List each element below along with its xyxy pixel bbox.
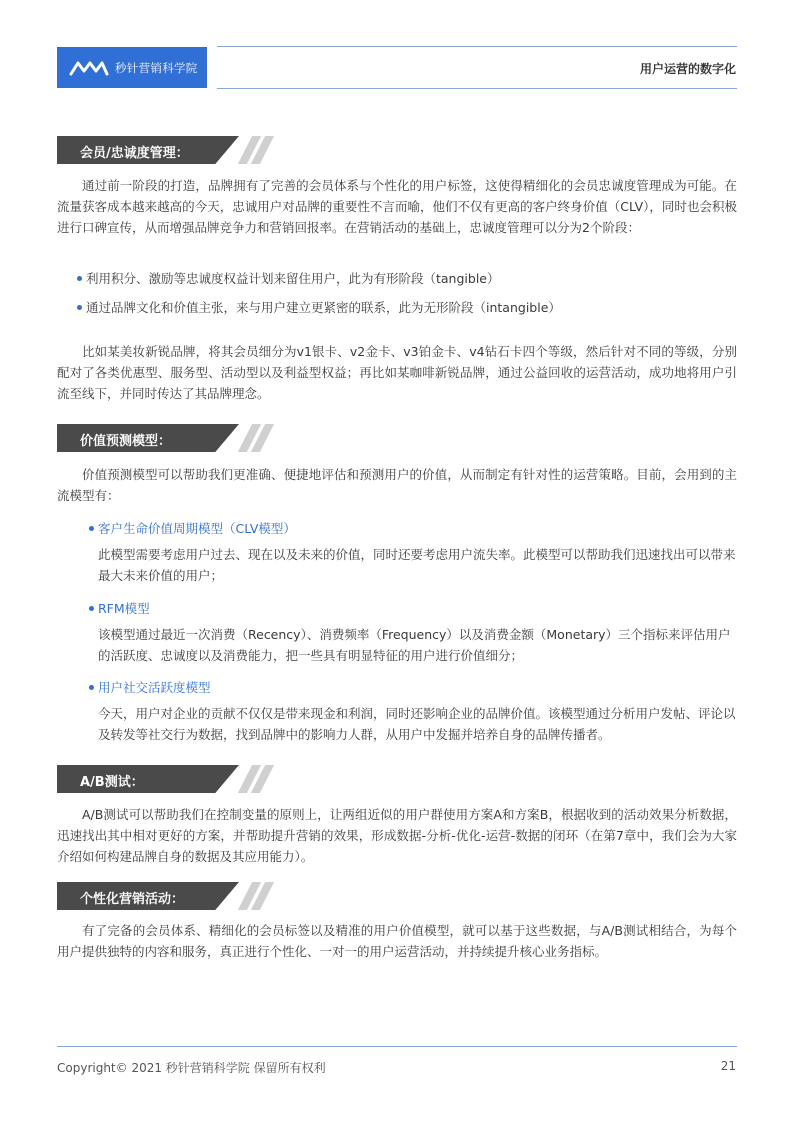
model-desc-social: 今天，用户对企业的贡献不仅仅是带来现金和利润，同时还影响企业的品牌价值。该模型通过分析用户发帖、评论以及转发等社交行为数据，找到品牌中的影响力人群，从用户中发掘并培养自身的品牌传播者。 bbox=[98, 706, 736, 742]
model-desc-clv: 此模型需要考虑用户过去、现在以及未来的价值，同时还要考虑用户流失率。此模型可以帮助我们迅速找出可以带来最大未来价值的用户； bbox=[98, 547, 736, 583]
loyalty-example: 比如某美妆新锐品牌，将其会员细分为v1银卡、v2金卡、v3铂金卡、v4钻石卡四个等级，然后针对不同的等级，分别配对了各类优惠型、服务型、活动型以及利益型权益；再比如某咖啡新锐品牌，通过公益回收的运营活动，成功地将用户引流至线下，并同时传达了其品牌理念。 bbox=[57, 344, 737, 401]
personal-text: 有了完备的会员体系、精细化的会员标签以及精准的用户价值模型，就可以基于这些数据，与A/B测试相结合，为每个用户提供独特的内容和服务，真正进行个性化、一对一的用户运营活动，并持续提升核心业务指标。 bbox=[57, 923, 737, 959]
logo-mark-icon bbox=[69, 59, 109, 77]
brand-logo bbox=[57, 47, 207, 88]
header-divider-top bbox=[217, 46, 737, 47]
logo-text: 秒针营销科学院 bbox=[115, 60, 198, 75]
model-title-rfm: RFM模型 bbox=[98, 598, 698, 619]
footer-copyright: Copyright© 2021 秒针营销科学院 保留所有权利 bbox=[57, 1061, 326, 1075]
section-title: A/B测试： bbox=[80, 775, 144, 790]
section-title: 价值预测模型： bbox=[80, 434, 172, 449]
section-tag-loyalty bbox=[57, 136, 272, 164]
chapter-title: 用户运营的数字化 bbox=[639, 62, 736, 76]
section-tag-value bbox=[57, 424, 272, 452]
loyalty-intro: 通过前一阶段的打造，品牌拥有了完善的会员体系与个性化的用户标签，这使得精细化的会员忠诚度管理成为可能。在流量获客成本越来越高的今天，忠诚用户对品牌的重要性不言而喻，他们不仅有更高的客户终身价值（CLV），同时也会积极进行口碑宣传，从而增强品牌竞争力和营销回报率。在营销活动的基础上，忠诚度管理可以分为2个阶段： bbox=[57, 178, 737, 235]
list-item: 通过品牌文化和价值主张，来与用户建立更紧密的联系，此为无形阶段（intangible） bbox=[86, 297, 737, 318]
model-title-social: 用户社交活跃度模型 bbox=[98, 677, 698, 698]
page-number: 21 bbox=[720, 1059, 736, 1073]
section-tag-abtest bbox=[57, 765, 272, 793]
section-title: 会员/忠诚度管理： bbox=[80, 146, 189, 161]
model-desc-rfm: 该模型通过最近一次消费（Recency）、消费频率（Frequency）以及消费金额（Monetary）三个指标来评估用户的活跃度、忠诚度以及消费能力，把一些具有明显特征的用户进行价值细分； bbox=[98, 627, 731, 663]
list-item: 利用积分、激励等忠诚度权益计划来留住用户，此为有形阶段（tangible） bbox=[86, 268, 737, 289]
section-tag-personal bbox=[57, 882, 272, 910]
value-intro: 价值预测模型可以帮助我们更准确、便捷地评估和预测用户的价值，从而制定有针对性的运营策略。目前，会用到的主流模型有： bbox=[57, 467, 737, 503]
model-title-clv: 客户生命价值周期模型（CLV模型） bbox=[98, 518, 698, 539]
section-title: 个性化营销活动： bbox=[80, 892, 185, 907]
header-divider-bottom bbox=[217, 88, 737, 89]
abtest-text: A/B测试可以帮助我们在控制变量的原则上，让两组近似的用户群使用方案A和方案B，根据收到的活动效果分析数据，迅速找出其中相对更好的方案，并帮助提升营销的效果，形成数据-分析-优化-运营-数据的闭环（在第7章中，我们会为大家介绍如何构建品牌自身的数据及其应用能力）。 bbox=[57, 807, 737, 864]
footer-divider bbox=[57, 1046, 737, 1047]
